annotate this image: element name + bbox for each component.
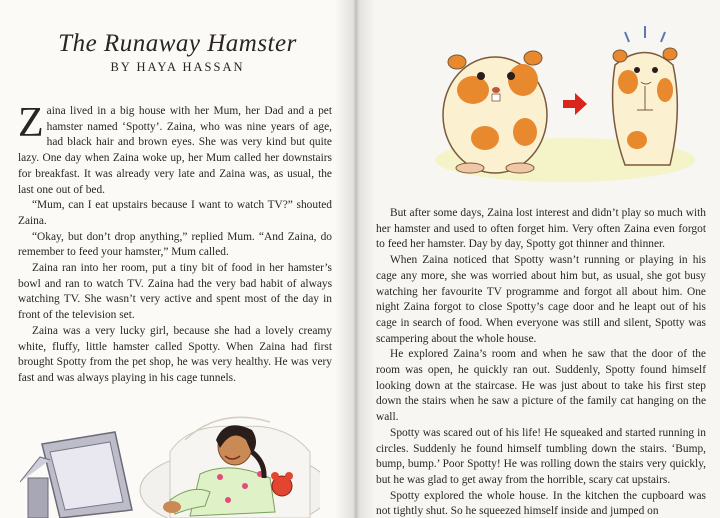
paragraph: But after some days, Zaina lost interest and didn’t play so much with her hamster and used to often forget him. Very often Zaina even forgot to feed her hamster. Day by day, Spotty got thinner and thinner. bbox=[376, 207, 706, 251]
story-title: The Runaway Hamster bbox=[58, 30, 297, 57]
left-page bbox=[0, 0, 355, 518]
hamster-illustration bbox=[415, 20, 705, 195]
paragraph: He explored Zaina’s room and when he saw that the door of the room was open, he quickly ran out. Suddenly, Spotty found himself looking down at the staircase. He was just about to take his first step down the stairs when he saw a picture of the family cat hanging on the wall. bbox=[376, 348, 706, 424]
paragraph: “Mum, can I eat upstairs because I want to watch TV?” shouted Zaina. bbox=[18, 199, 332, 227]
story-byline: BY HAYA HASSAN bbox=[110, 60, 245, 74]
arrow-right-icon bbox=[563, 93, 587, 115]
girl-watching-tv-illustration bbox=[20, 382, 320, 518]
paragraph: Zaina ran into her room, put a tiny bit of food in her hamster’s bowl and ran to watch TV. Zaina had the very bad habit of always watching TV. She wasn’t very active and spent most of the day in front of the television set. bbox=[18, 262, 332, 322]
paragraph: When Zaina noticed that Spotty wasn’t running or playing in his cage any more, she was worried about him but, as usual, she got busy watching her favourite TV programme and forgot all about him. One night Zaina forgot to close Spotty’s cage door and he leapt out of his cage in search of food. When everyone was still and silent, Spotty was scampering about the whole house. bbox=[376, 254, 706, 345]
drop-cap: Z bbox=[18, 100, 44, 146]
paragraph: Zaina was a very lucky girl, because she had a lovely creamy white, fluffy, little hamster called Spotty. When Zaina had first brought Spotty from the pet shop, he was very healthy. He was very fast and was always playing in his cage tunnels. bbox=[18, 324, 332, 384]
right-page-text bbox=[376, 206, 706, 518]
book-gutter-shadow bbox=[335, 0, 375, 518]
paragraph: Spotty was scared out of his life! He squeaked and started running in circles. Suddenly he found himself tumbling down the stairs. ‘Bump, bump, bump.’ Poor Spotty! He was rolling down the stairs very quickly, but he was glad to get away from the horrible, scary cat upstairs. bbox=[376, 426, 706, 486]
television-icon bbox=[20, 432, 132, 518]
paragraph: Zaina lived in a big house with her Mum, her Dad and a pet hamster named ‘Spotty’. Zaina, who was nine years of age, had black hair and brown eyes. She was very kind but quite lazy. One day when Zaina woke up, her Mum called her downstairs for breakfast. It was already very late and Zaina was, as usual, the last one out of bed. bbox=[18, 100, 332, 196]
left-page-text bbox=[18, 100, 332, 387]
thin-hamster-icon bbox=[613, 26, 678, 165]
healthy-hamster-icon bbox=[443, 51, 547, 173]
paragraph: Spotty explored the whole house. In the kitchen the cupboard was not tightly shut. So he squeezed himself inside and jumped on bbox=[376, 489, 706, 518]
paragraph: “Okay, but don’t drop anything,” replied Mum. “And Zaina, do remember to feed your hamster,” Mum called. bbox=[18, 230, 332, 259]
right-page bbox=[355, 0, 720, 518]
